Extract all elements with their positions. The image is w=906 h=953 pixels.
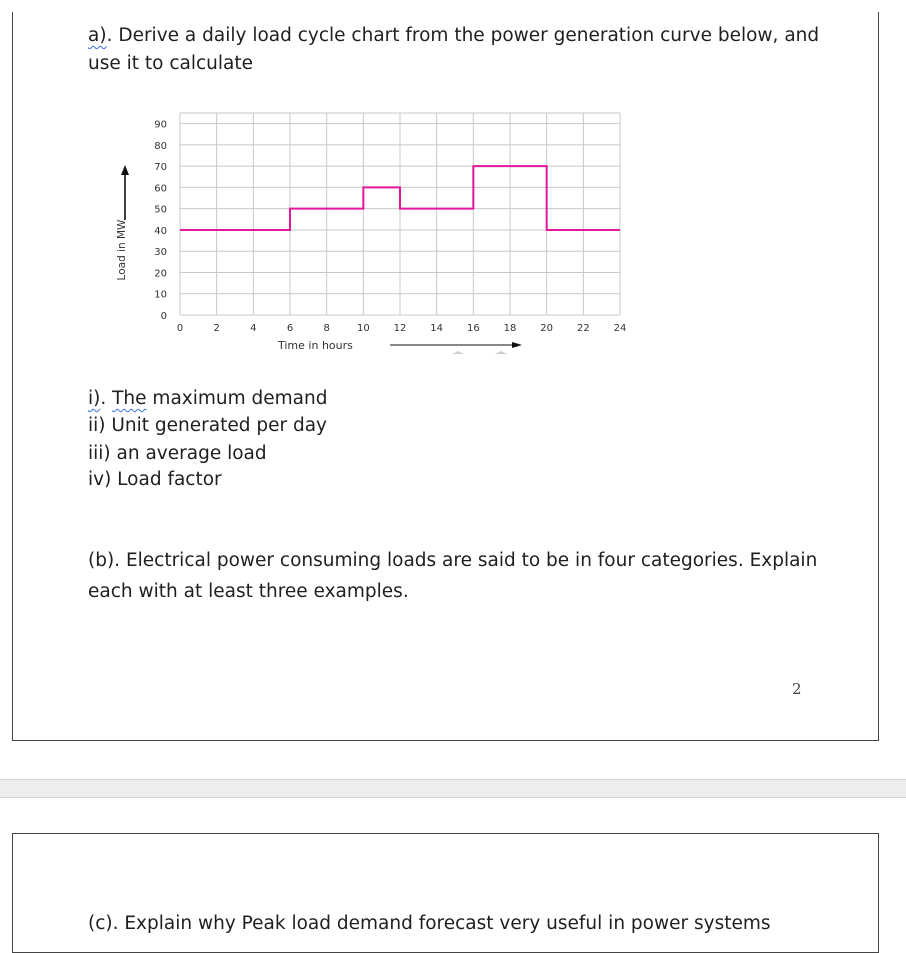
x-tick-label: 18 [503, 323, 517, 334]
x-tick-label: 20 [540, 323, 554, 334]
x-tick-label: 8 [323, 323, 330, 334]
x-tick-label: 12 [393, 323, 407, 334]
y-tick-label: 70 [154, 162, 167, 174]
x-axis-group [277, 339, 522, 354]
x-tick-label: 14 [430, 323, 444, 334]
y-tick-labels [154, 120, 167, 322]
question-a-marker: a) [88, 25, 107, 46]
question-a-line-1 [88, 24, 819, 48]
y-tick-label: 60 [154, 183, 167, 195]
question-b-line-1: (b). Electrical power consuming loads are said to be in four categories. Explain [88, 550, 818, 571]
page-number: 2 [792, 680, 802, 698]
subquestion-ii: ii) Unit generated per day [88, 415, 327, 436]
x-tick-label: 4 [250, 323, 257, 334]
y-axis-group [116, 165, 129, 280]
question-b-line-2: each with at least three examples. [88, 581, 409, 602]
chart-grid [180, 113, 620, 315]
x-axis-label: Time in hours [278, 339, 353, 352]
question-c: (c). Explain why Peak load demand forecast very useful in power systems [88, 913, 771, 934]
subquestion-iv: iv) Load factor [88, 469, 222, 490]
page-gap [0, 779, 906, 798]
x-tick-label: 24 [613, 323, 627, 334]
x-tick-label: 22 [576, 323, 590, 334]
x-tick-labels [177, 323, 627, 334]
y-tick-label: 10 [154, 289, 167, 301]
subquestion-iii: iii) an average load [88, 443, 267, 464]
y-tick-label: 0 [160, 311, 167, 322]
question-a-line-2: use it to calculate [88, 53, 254, 74]
y-axis-arrowhead-icon [121, 165, 129, 175]
y-tick-label: 80 [154, 140, 167, 152]
y-tick-label: 90 [154, 119, 167, 131]
y-tick-label: 30 [154, 247, 167, 259]
y-axis-label: Load in MW [116, 219, 128, 281]
subquestion-i-text: maximum demand [146, 388, 328, 409]
y-tick-label: 40 [154, 225, 167, 237]
subquestion-i-marker: i) [88, 388, 101, 409]
x-axis-arrowhead-icon [512, 342, 522, 348]
x-tick-label: 16 [466, 323, 480, 334]
scan-artifact-mark [495, 351, 507, 354]
x-tick-label: 0 [176, 323, 184, 334]
subquestion-i-the: The [112, 388, 147, 409]
question-a-text: . Derive a daily load cycle chart from the power generation curve below, and [106, 25, 820, 46]
load-curve-chart [100, 105, 660, 375]
x-tick-label: 10 [356, 323, 370, 334]
subquestion-i: i). The maximum demand [88, 388, 328, 409]
x-tick-label: 6 [286, 323, 294, 334]
x-tick-label: 2 [213, 323, 220, 334]
y-tick-label: 20 [154, 268, 167, 280]
y-tick-label: 50 [154, 204, 167, 216]
scan-artifact-mark [452, 351, 464, 354]
